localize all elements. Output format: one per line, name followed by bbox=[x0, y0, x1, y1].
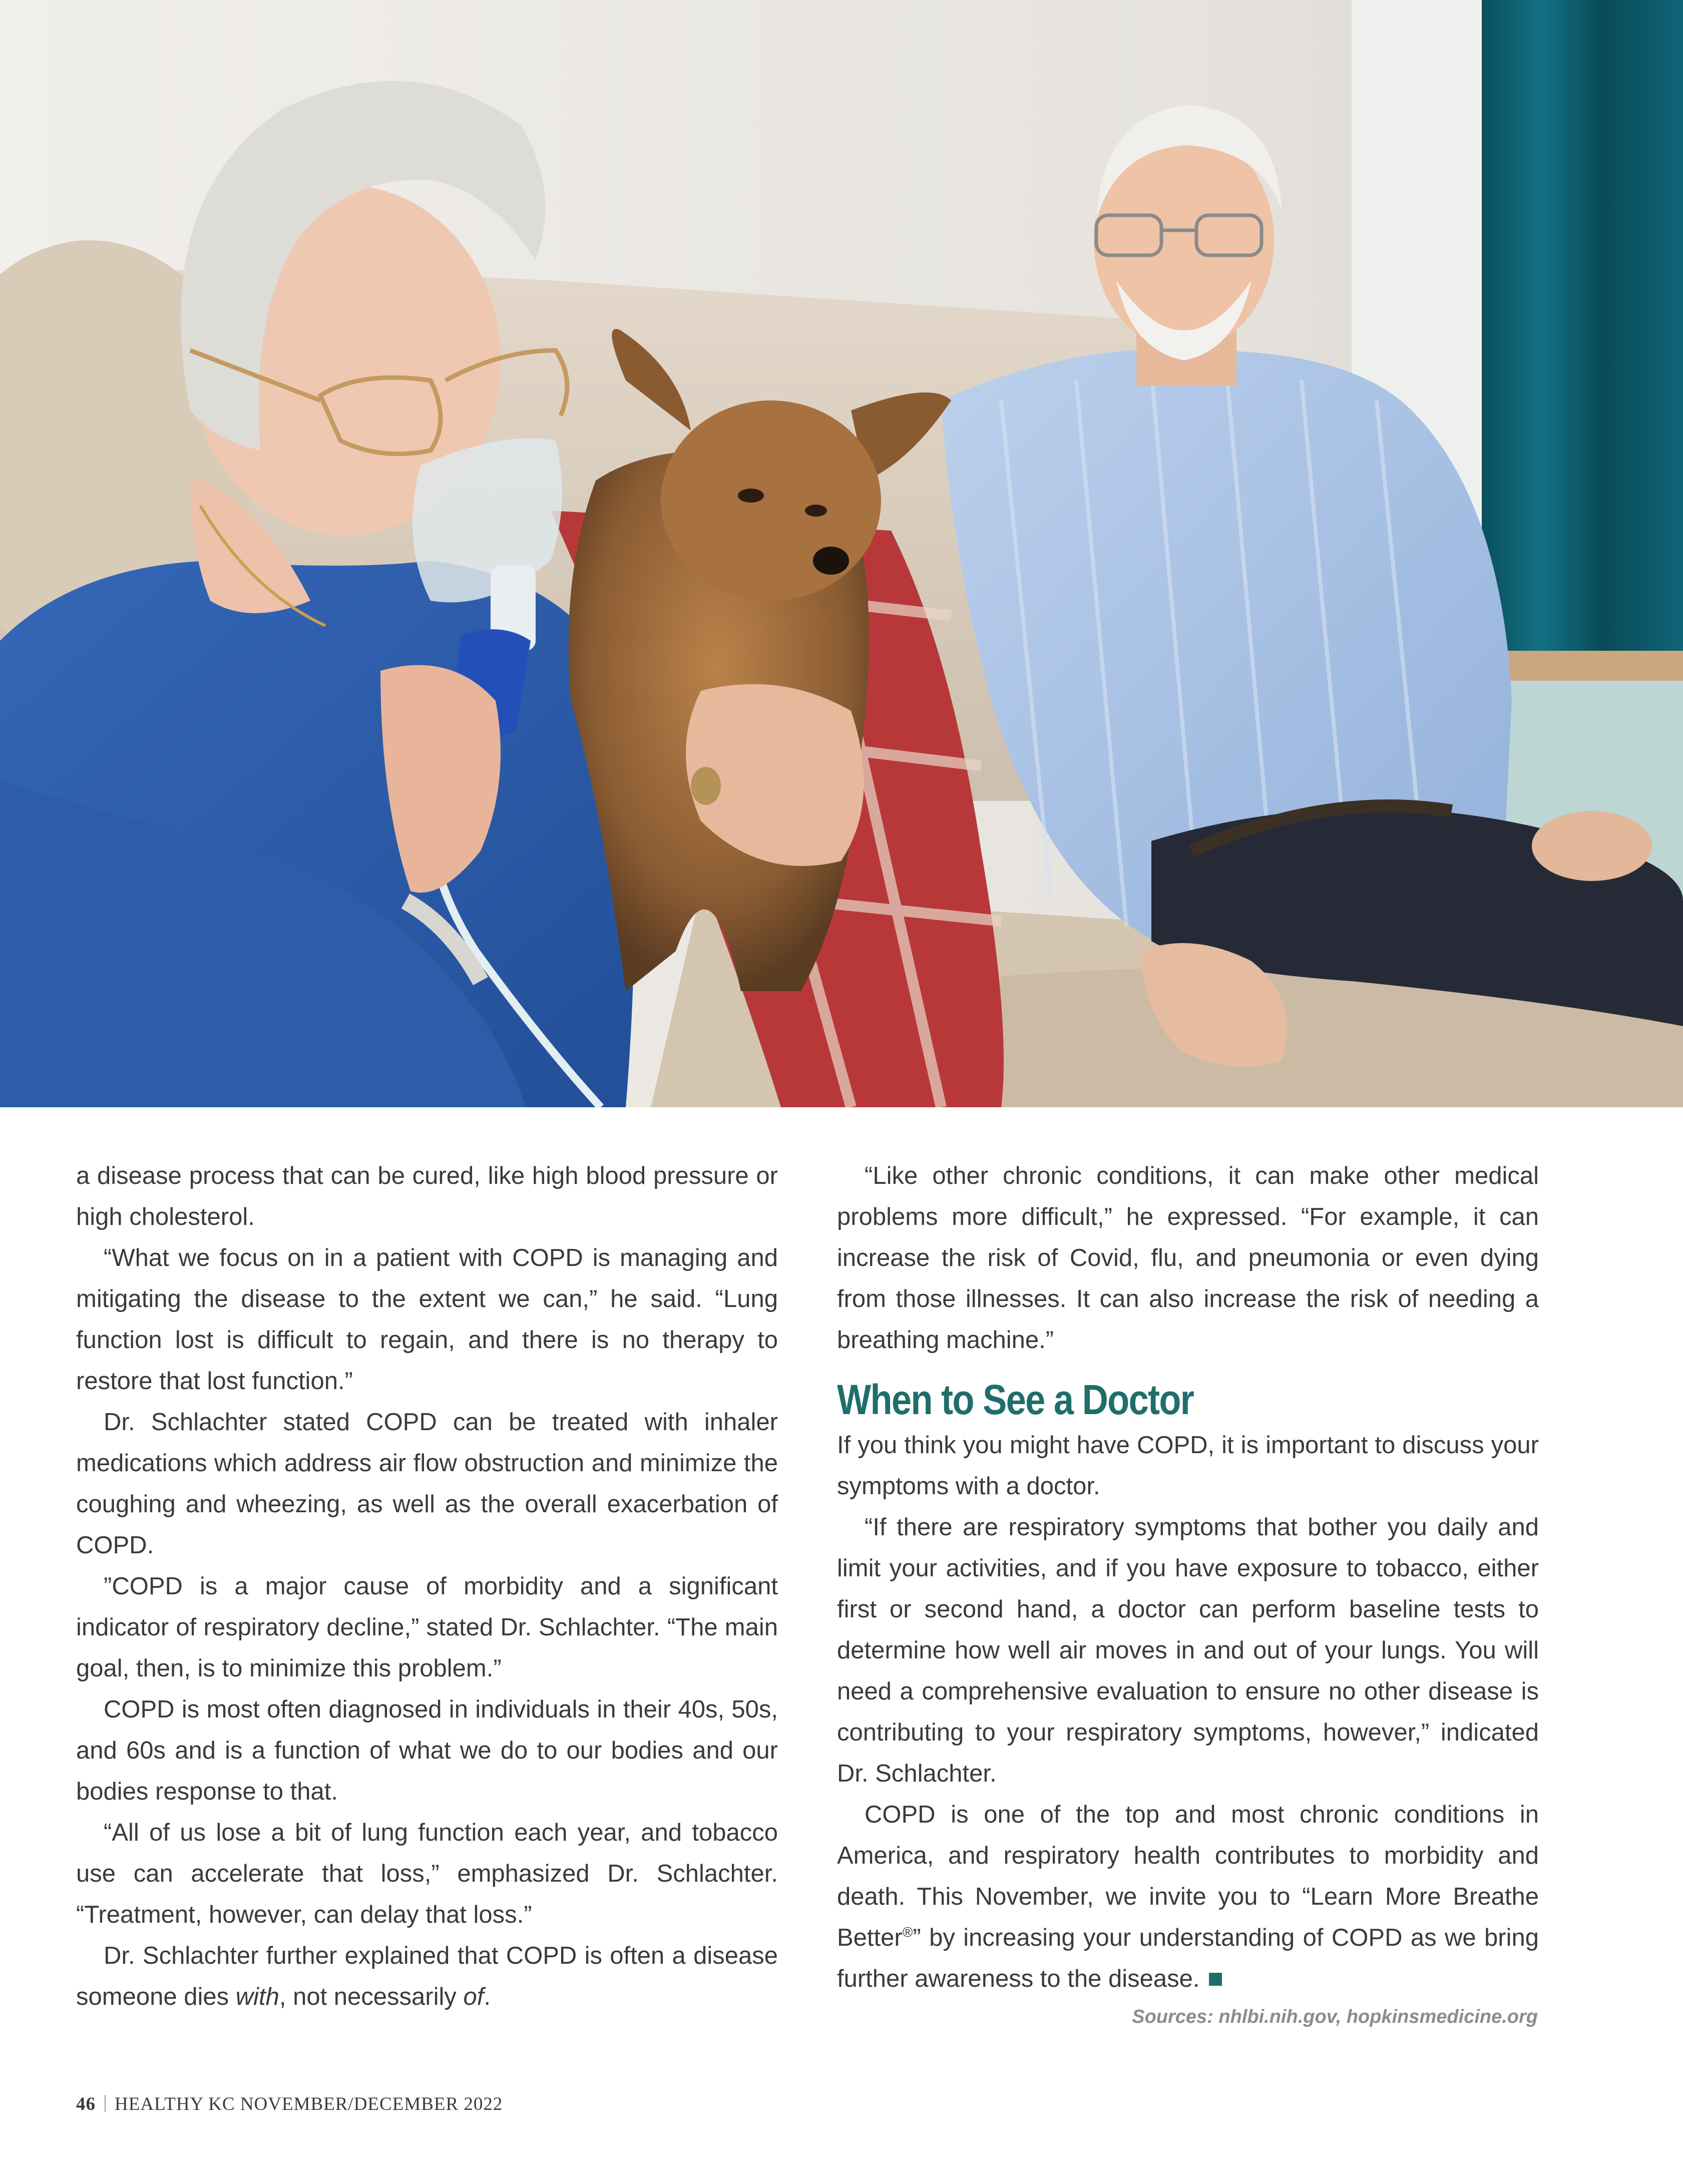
paragraph: a disease process that can be cured, like high blood pressure or high cholesterol. bbox=[76, 1162, 778, 1230]
paragraph-text: ” by increasing your understanding of COPD as we bring further awareness to the disease. bbox=[837, 1924, 1539, 1992]
paragraph: Dr. Schlachter stated COPD can be treated with inhaler medications which address air flow obstruction and minimize the coughing and wheezing, as well as the overall exacerbation of COPD. bbox=[76, 1409, 778, 1559]
paragraph: If you think you might have COPD, it is important to discuss your symptoms with a doctor. bbox=[837, 1432, 1539, 1500]
sources-line: Sources: nhlbi.nih.gov, hopkinsmedicine.org bbox=[1132, 2006, 1538, 2027]
paragraph: “If there are respiratory symptoms that bother you daily and limit your activities, and if you have exposure to tobacco, either first or second hand, a doctor can perform baseline tests to determine how well air moves in and out of your lungs. You will need a comprehensive evaluation to ensure no other disease is contributing to your respiratory symptoms, however,” indicated Dr. Schlachter. bbox=[837, 1514, 1539, 1787]
paragraph: “What we focus on in a patient with COPD is managing and mitigating the disease to the extent we can,” he said. “Lung function lost is difficult to regain, and there is no therapy to restore that lost function.” bbox=[76, 1244, 778, 1395]
paragraph: COPD is most often diagnosed in individuals in their 40s, 50s, and 60s and is a function of what we do to our bodies and our bodies response to that. bbox=[76, 1696, 778, 1805]
publication-name: HEALTHY KC NOVEMBER/DECEMBER 2022 bbox=[115, 2094, 503, 2114]
paragraph: “All of us lose a bit of lung function each year, and tobacco use can accelerate that loss,” emphasized Dr. Schlachter. “Treatment, however, can delay that loss.” bbox=[76, 1819, 778, 1928]
paragraph: ”COPD is a major cause of morbidity and a significant indicator of respiratory decline,” stated Dr. Schlachter. “The main goal, then, is to minimize this problem.” bbox=[76, 1573, 778, 1682]
emphasis-with: with bbox=[235, 1983, 279, 2010]
paragraph-text: COPD is one of the top and most chronic conditions in America, and respiratory health contributes to morbidity and death. This November, we invite you to “Learn More Breathe Better bbox=[837, 1801, 1539, 1951]
section-heading: When to See a Doctor bbox=[837, 1376, 1194, 1423]
article-column-right bbox=[837, 1155, 1539, 1999]
paragraph-text: , not necessarily bbox=[279, 1983, 464, 2010]
paragraph-text: . bbox=[484, 1983, 491, 2010]
end-of-article-icon bbox=[1209, 1973, 1222, 1986]
paragraph-text: Dr. Schlachter further explained that COPD is often a disease someone dies bbox=[76, 1942, 778, 2010]
registered-mark: ® bbox=[902, 1924, 913, 1940]
paragraph bbox=[76, 1935, 778, 2017]
paragraph bbox=[837, 1794, 1539, 1999]
page-number: 46 bbox=[76, 2094, 96, 2114]
page-footer bbox=[76, 2093, 503, 2115]
article-column-left bbox=[76, 1155, 778, 2017]
paragraph: “Like other chronic conditions, it can make other medical problems more difficult,” he expressed. “For example, it can increase the risk of Covid, flu, and pneumonia or even dying from those illnesses. It can also increase the risk of needing a breathing machine.” bbox=[837, 1162, 1539, 1354]
footer-divider bbox=[105, 2095, 106, 2112]
emphasis-of: of bbox=[463, 1983, 484, 2010]
